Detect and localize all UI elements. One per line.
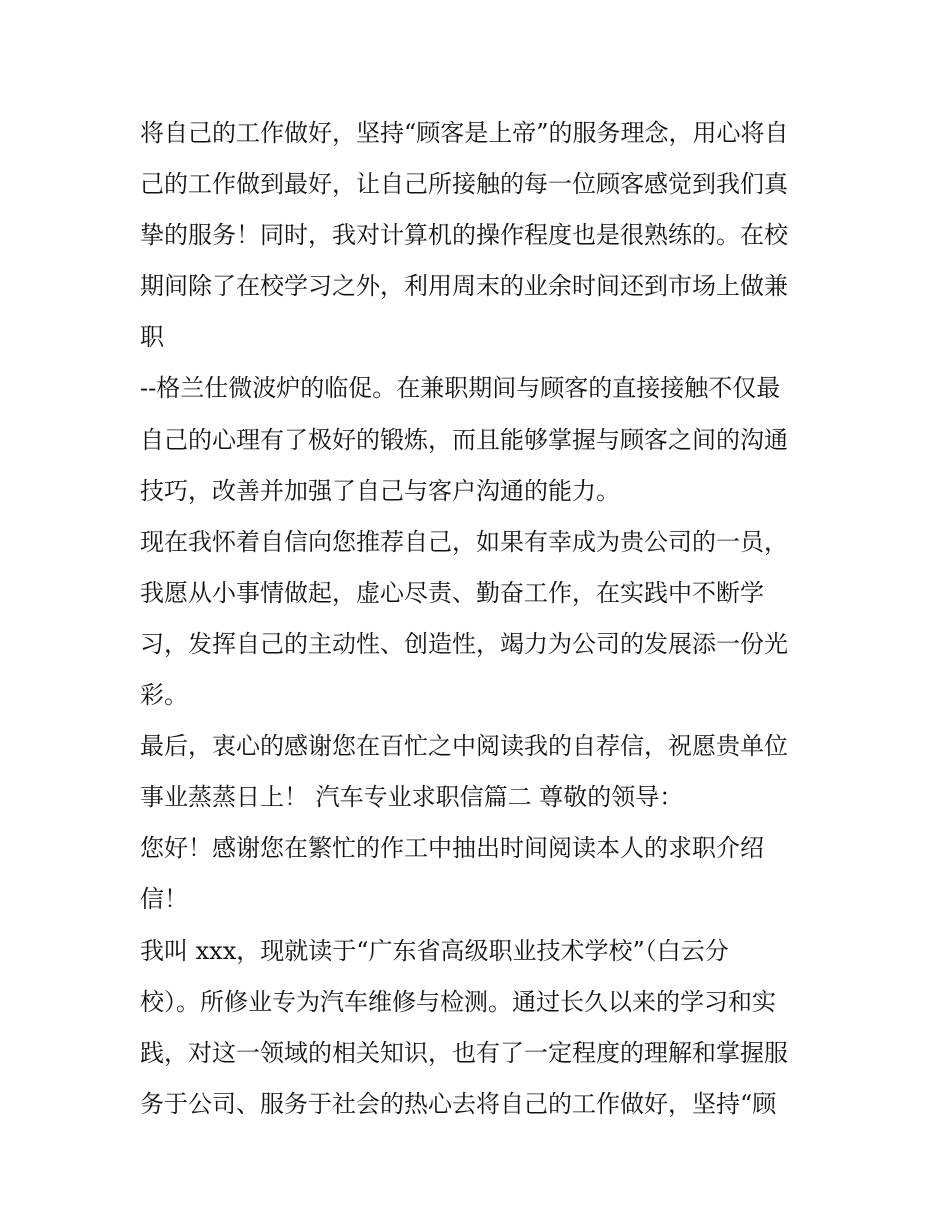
text-line: 践，对这一领域的相关知识，也有了一定程度的理解和掌握服 [140,1038,788,1067]
text-line: 将自己的工作做好，坚持“顾客是上帝”的服务理念，用心将自 [140,119,789,147]
text-line: 现在我怀着自信向您推荐自己，如果有幸成为贵公司的一员， [140,527,788,556]
text-line: 我愿从小事情做起，虚心尽责、勤奋工作，在实践中不断学 [140,578,764,607]
text-line: 习，发挥自己的主动性、创造性，竭力为公司的发展添一份光 [140,629,788,658]
text-line: 彩。 [140,681,188,710]
text-line: 职 [140,323,164,352]
letter-body [140,108,830,1130]
text-line: 最后，衷心的感谢您在百忙之中阅读我的自荐信，祝愿贵单位 [140,732,788,761]
text-line: 自己的心理有了极好的锻炼，而且能够掌握与顾客之间的沟通 [140,425,788,454]
text-line: 您好！感谢您在繁忙的作工中抽出时间阅读本人的求职介绍 [140,834,764,863]
text-line: 事业蒸蒸日上！ 汽车专业求职信篇二 尊敬的领导： [140,783,684,812]
text-line: 技巧，改善并加强了自己与客户沟通的能力。 [140,476,620,505]
text-line: 我叫 xxx，现就读于“广东省高级职业技术学校”（白云分 [140,936,729,965]
text-line: 期间除了在校学习之外，利用周末的业余时间还到市场上做兼 [140,272,788,301]
text-line: --格兰仕微波炉的临促。在兼职期间与顾客的直接接触不仅最 [140,374,781,403]
text-line: 务于公司、服务于社会的热心去将自己的工作做好，坚持“顾 [140,1089,777,1118]
text-line: 己的工作做到最好，让自己所接触的每一位顾客感觉到我们真 [140,170,788,199]
text-line: 挚的服务！同时，我对计算机的操作程度也是很熟练的。在校 [140,221,788,250]
text-line: 校）。所修业专为汽车维修与检测。通过长久以来的学习和实 [140,987,776,1016]
text-line: 信！ [140,885,188,914]
